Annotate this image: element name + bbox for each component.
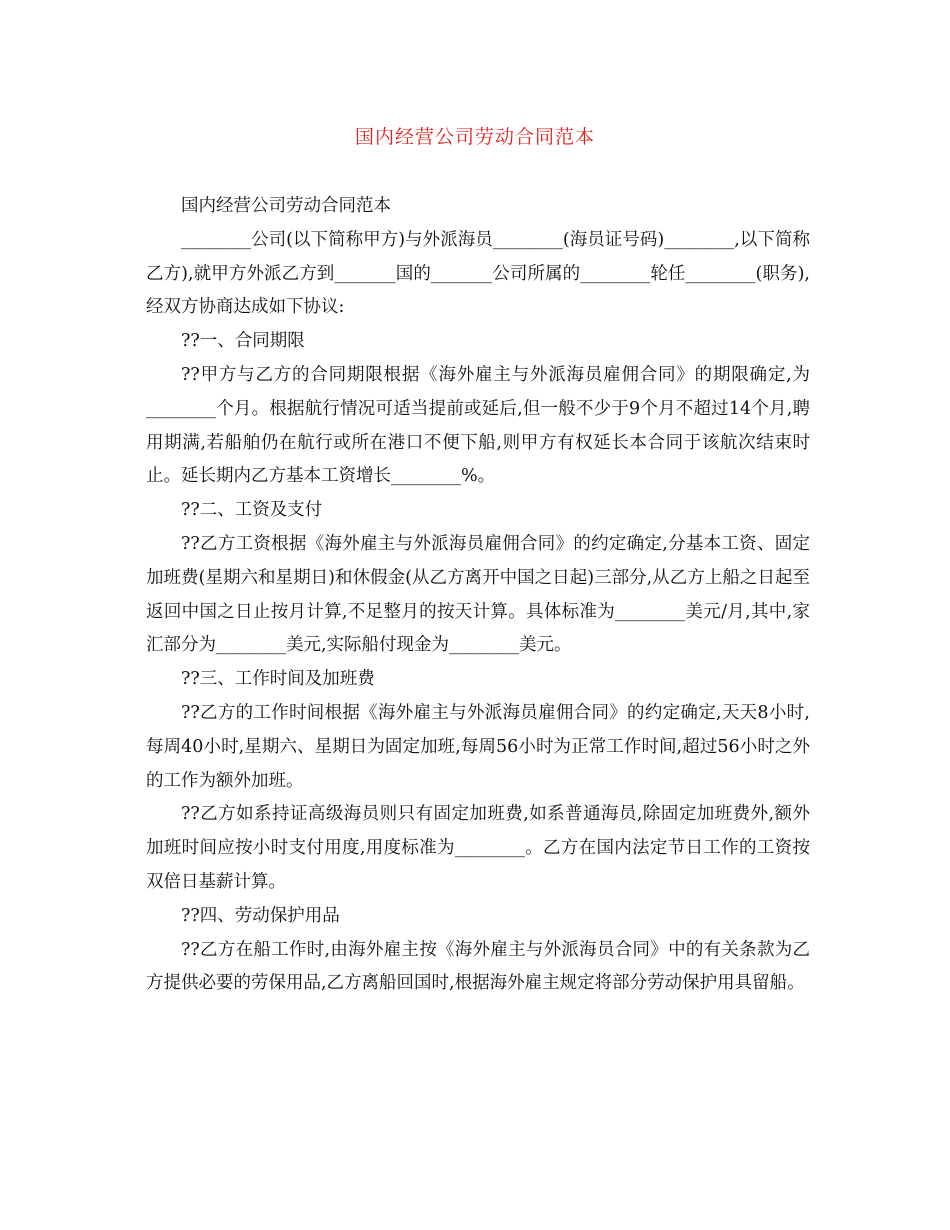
document-title: 国内经营公司劳动合同范本	[354, 126, 595, 148]
intro-paragraph: ________公司(以下简称甲方)与外派海员________(海员证号码)________,以下简称乙方),就甲方外派乙方到_______国的_______公司所属的________轮任________(职务),经双方协商达成如下协议:	[146, 229, 810, 318]
section-heading-hours: ??三、工作时间及加班费	[181, 669, 375, 690]
paragraph-overtime: ??乙方如系持证高级海员则只有固定加班费,如系普通海员,除固定加班费外,额外加班时间应按小时支付用度,用度标准为________。乙方在国内法定节日工作的工资按双倍日基薪计算。	[146, 804, 810, 892]
paragraph-protection: ??乙方在船工作时,由海外雇主按《海外雇主与外派海员合同》中的有关条款为乙方提供必要的劳保用品,乙方离船回国时,根据海外雇主规定将部分劳动保护用具留船。	[146, 939, 810, 994]
section-heading-wages: ??二、工资及支付	[181, 500, 323, 521]
body-heading: 国内经营公司劳动合同范本	[181, 196, 391, 216]
section-heading-term: ??一、合同期限	[181, 331, 305, 352]
paragraph-hours: ??乙方的工作时间根据《海外雇主与外派海员雇佣合同》的约定确定,天天8小时,每周40小时,星期六、星期日为固定加班,每周56小时为正常工作时间,超过56小时之外的工作为额外加班。	[146, 702, 810, 791]
document-body	[146, 190, 810, 1001]
paragraph-term: ??甲方与乙方的合同期限根据《海外雇主与外派海员雇佣合同》的期限确定,为________个月。根据航行情况可适当提前或延后,但一般不少于9个月不超过14个月,聘用期满,若船舶仍在航行或所在港口不便下船,则甲方有权延长本合同于该航次结束时止。延长期内乙方基本工资增长________%。	[146, 364, 810, 487]
section-heading-protection: ??四、劳动保护用品	[181, 905, 340, 926]
paragraph-wages: ??乙方工资根据《海外雇主与外派海员雇佣合同》的约定确定,分基本工资、固定加班费(星期六和星期日)和休假金(从乙方离开中国之日起)三部分,从乙方上船之日起至返回中国之日止按月计算,不足整月的按天计算。具体标准为________美元/月,其中,家汇部分为________美元,实际船付现金为________美元。	[146, 533, 810, 656]
